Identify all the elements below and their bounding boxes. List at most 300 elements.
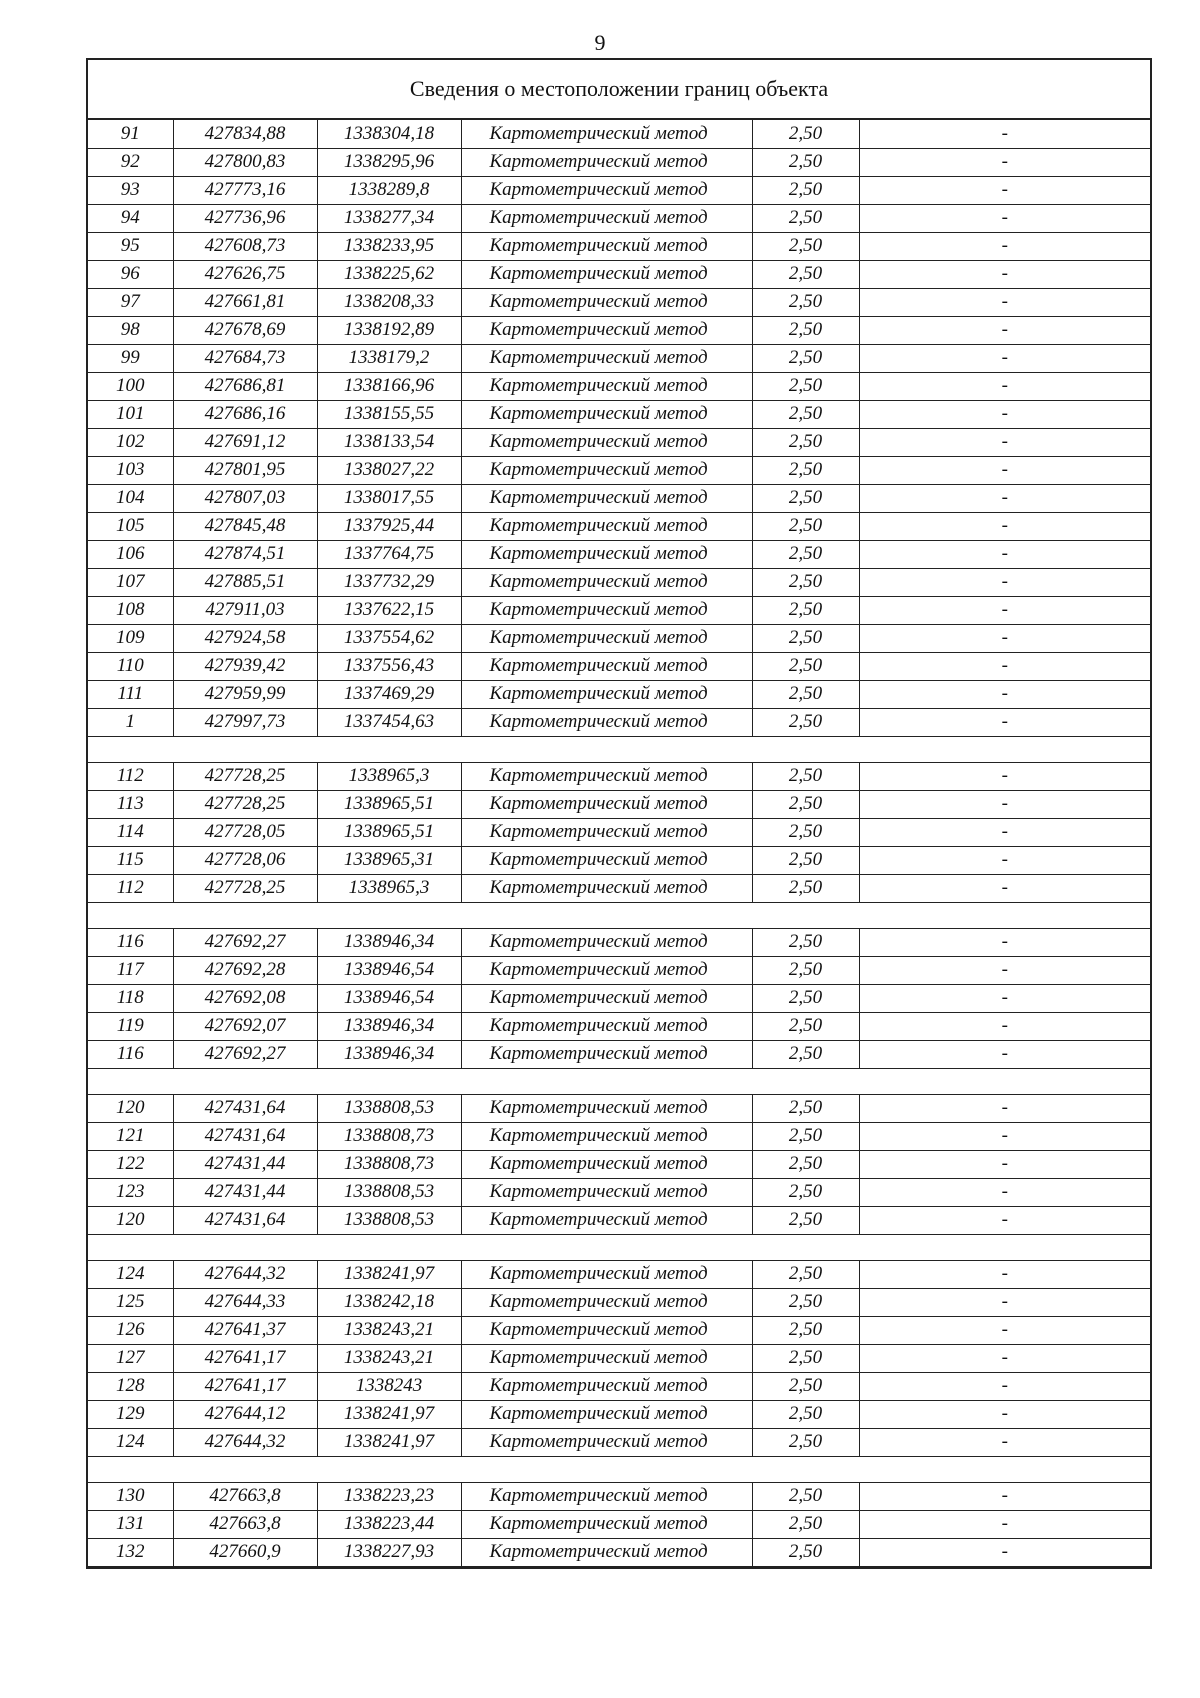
accuracy-cell: 2,50 [752, 846, 859, 874]
note-cell: - [859, 984, 1150, 1012]
x-coordinate-cell: 427641,17 [173, 1372, 317, 1400]
table-row [88, 1150, 1150, 1178]
accuracy-cell: 2,50 [752, 956, 859, 984]
accuracy-cell: 2,50 [752, 596, 859, 624]
note-cell: - [859, 1012, 1150, 1040]
note-cell: - [859, 372, 1150, 400]
accuracy-cell: 2,50 [752, 148, 859, 176]
separator-cell [88, 1068, 1150, 1094]
point-number-cell: 98 [88, 316, 173, 344]
point-number-cell: 105 [88, 512, 173, 540]
point-number-cell: 102 [88, 428, 173, 456]
y-coordinate-cell: 1338295,96 [317, 148, 461, 176]
x-coordinate-cell: 427885,51 [173, 568, 317, 596]
accuracy-cell: 2,50 [752, 680, 859, 708]
table-row [88, 148, 1150, 176]
accuracy-cell: 2,50 [752, 484, 859, 512]
method-cell: Картометрический метод [461, 1372, 752, 1400]
y-coordinate-cell: 1338808,73 [317, 1150, 461, 1178]
point-number-cell: 131 [88, 1510, 173, 1538]
separator-cell [88, 1456, 1150, 1482]
separator-cell [88, 1234, 1150, 1260]
y-coordinate-cell: 1337764,75 [317, 540, 461, 568]
note-cell: - [859, 1372, 1150, 1400]
x-coordinate-cell: 427626,75 [173, 260, 317, 288]
x-coordinate-cell: 427661,81 [173, 288, 317, 316]
method-cell: Картометрический метод [461, 1344, 752, 1372]
accuracy-cell: 2,50 [752, 204, 859, 232]
accuracy-cell: 2,50 [752, 1150, 859, 1178]
y-coordinate-cell: 1338243,21 [317, 1344, 461, 1372]
point-number-cell: 123 [88, 1178, 173, 1206]
accuracy-cell: 2,50 [752, 1538, 859, 1566]
y-coordinate-cell: 1337469,29 [317, 680, 461, 708]
table-row [88, 1316, 1150, 1344]
point-number-cell: 116 [88, 928, 173, 956]
y-coordinate-cell: 1338808,53 [317, 1206, 461, 1234]
point-number-cell: 101 [88, 400, 173, 428]
table-row [88, 204, 1150, 232]
note-cell: - [859, 1206, 1150, 1234]
accuracy-cell: 2,50 [752, 428, 859, 456]
method-cell: Картометрический метод [461, 372, 752, 400]
x-coordinate-cell: 427644,32 [173, 1428, 317, 1456]
point-number-cell: 120 [88, 1094, 173, 1122]
method-cell: Картометрический метод [461, 260, 752, 288]
method-cell: Картометрический метод [461, 652, 752, 680]
x-coordinate-cell: 427874,51 [173, 540, 317, 568]
note-cell: - [859, 1538, 1150, 1566]
y-coordinate-cell: 1338808,53 [317, 1178, 461, 1206]
method-cell: Картометрический метод [461, 1316, 752, 1344]
accuracy-cell: 2,50 [752, 1482, 859, 1510]
x-coordinate-cell: 427692,27 [173, 1040, 317, 1068]
point-number-cell: 124 [88, 1260, 173, 1288]
method-cell: Картометрический метод [461, 540, 752, 568]
y-coordinate-cell: 1338166,96 [317, 372, 461, 400]
point-number-cell: 130 [88, 1482, 173, 1510]
method-cell: Картометрический метод [461, 790, 752, 818]
note-cell: - [859, 596, 1150, 624]
y-coordinate-cell: 1338965,51 [317, 818, 461, 846]
x-coordinate-cell: 427807,03 [173, 484, 317, 512]
note-cell: - [859, 762, 1150, 790]
note-cell: - [859, 120, 1150, 148]
separator-cell [88, 902, 1150, 928]
table-row [88, 1206, 1150, 1234]
x-coordinate-cell: 427845,48 [173, 512, 317, 540]
table-row [88, 1400, 1150, 1428]
table-row [88, 1428, 1150, 1456]
accuracy-cell: 2,50 [752, 1316, 859, 1344]
method-cell: Картометрический метод [461, 928, 752, 956]
y-coordinate-cell: 1338223,44 [317, 1510, 461, 1538]
table-row [88, 540, 1150, 568]
x-coordinate-cell: 427939,42 [173, 652, 317, 680]
table-row [88, 344, 1150, 372]
y-coordinate-cell: 1338946,54 [317, 984, 461, 1012]
separator-cell [88, 736, 1150, 762]
y-coordinate-cell: 1338155,55 [317, 400, 461, 428]
table-row-separator [88, 736, 1150, 762]
point-number-cell: 99 [88, 344, 173, 372]
note-cell: - [859, 232, 1150, 260]
y-coordinate-cell: 1337925,44 [317, 512, 461, 540]
method-cell: Картометрический метод [461, 400, 752, 428]
x-coordinate-cell: 427997,73 [173, 708, 317, 736]
note-cell: - [859, 484, 1150, 512]
accuracy-cell: 2,50 [752, 1122, 859, 1150]
y-coordinate-cell: 1338241,97 [317, 1260, 461, 1288]
accuracy-cell: 2,50 [752, 818, 859, 846]
method-cell: Картометрический метод [461, 176, 752, 204]
note-cell: - [859, 260, 1150, 288]
method-cell: Картометрический метод [461, 1400, 752, 1428]
note-cell: - [859, 1400, 1150, 1428]
accuracy-cell: 2,50 [752, 790, 859, 818]
x-coordinate-cell: 427834,88 [173, 120, 317, 148]
table-row [88, 596, 1150, 624]
accuracy-cell: 2,50 [752, 1510, 859, 1538]
method-cell: Картометрический метод [461, 762, 752, 790]
y-coordinate-cell: 1338243,21 [317, 1316, 461, 1344]
note-cell: - [859, 1428, 1150, 1456]
method-cell: Картометрический метод [461, 846, 752, 874]
accuracy-cell: 2,50 [752, 624, 859, 652]
table-row [88, 984, 1150, 1012]
x-coordinate-cell: 427644,12 [173, 1400, 317, 1428]
y-coordinate-cell: 1338289,8 [317, 176, 461, 204]
method-cell: Картометрический метод [461, 956, 752, 984]
accuracy-cell: 2,50 [752, 288, 859, 316]
note-cell: - [859, 818, 1150, 846]
point-number-cell: 107 [88, 568, 173, 596]
method-cell: Картометрический метод [461, 1482, 752, 1510]
method-cell: Картометрический метод [461, 680, 752, 708]
y-coordinate-cell: 1338223,23 [317, 1482, 461, 1510]
table-row [88, 1040, 1150, 1068]
table-row [88, 316, 1150, 344]
accuracy-cell: 2,50 [752, 260, 859, 288]
accuracy-cell: 2,50 [752, 568, 859, 596]
table-row-separator [88, 1456, 1150, 1482]
point-number-cell: 96 [88, 260, 173, 288]
note-cell: - [859, 568, 1150, 596]
x-coordinate-cell: 427773,16 [173, 176, 317, 204]
table-row [88, 1510, 1150, 1538]
method-cell: Картометрический метод [461, 624, 752, 652]
point-number-cell: 128 [88, 1372, 173, 1400]
note-cell: - [859, 874, 1150, 902]
note-cell: - [859, 928, 1150, 956]
note-cell: - [859, 176, 1150, 204]
accuracy-cell: 2,50 [752, 400, 859, 428]
table-row-separator [88, 902, 1150, 928]
point-number-cell: 121 [88, 1122, 173, 1150]
table-row [88, 1372, 1150, 1400]
method-cell: Картометрический метод [461, 1094, 752, 1122]
accuracy-cell: 2,50 [752, 1178, 859, 1206]
x-coordinate-cell: 427692,28 [173, 956, 317, 984]
table-row [88, 512, 1150, 540]
y-coordinate-cell: 1338808,73 [317, 1122, 461, 1150]
note-cell: - [859, 1122, 1150, 1150]
x-coordinate-cell: 427684,73 [173, 344, 317, 372]
point-number-cell: 112 [88, 874, 173, 902]
x-coordinate-cell: 427663,8 [173, 1482, 317, 1510]
y-coordinate-cell: 1338277,34 [317, 204, 461, 232]
y-coordinate-cell: 1338233,95 [317, 232, 461, 260]
y-coordinate-cell: 1338241,97 [317, 1428, 461, 1456]
method-cell: Картометрический метод [461, 1012, 752, 1040]
table-row [88, 1288, 1150, 1316]
table-row [88, 652, 1150, 680]
y-coordinate-cell: 1338965,31 [317, 846, 461, 874]
method-cell: Картометрический метод [461, 484, 752, 512]
y-coordinate-cell: 1338017,55 [317, 484, 461, 512]
point-number-cell: 117 [88, 956, 173, 984]
accuracy-cell: 2,50 [752, 1012, 859, 1040]
method-cell: Картометрический метод [461, 1538, 752, 1566]
y-coordinate-cell: 1338208,33 [317, 288, 461, 316]
y-coordinate-cell: 1337622,15 [317, 596, 461, 624]
method-cell: Картометрический метод [461, 1260, 752, 1288]
accuracy-cell: 2,50 [752, 708, 859, 736]
point-number-cell: 111 [88, 680, 173, 708]
x-coordinate-cell: 427431,64 [173, 1206, 317, 1234]
note-cell: - [859, 1344, 1150, 1372]
method-cell: Картометрический метод [461, 120, 752, 148]
point-number-cell: 108 [88, 596, 173, 624]
point-number-cell: 100 [88, 372, 173, 400]
y-coordinate-cell: 1337556,43 [317, 652, 461, 680]
table-row-separator [88, 1234, 1150, 1260]
table-row [88, 1178, 1150, 1206]
point-number-cell: 125 [88, 1288, 173, 1316]
y-coordinate-cell: 1338946,34 [317, 1040, 461, 1068]
accuracy-cell: 2,50 [752, 1288, 859, 1316]
point-number-cell: 127 [88, 1344, 173, 1372]
point-number-cell: 104 [88, 484, 173, 512]
point-number-cell: 113 [88, 790, 173, 818]
y-coordinate-cell: 1337554,62 [317, 624, 461, 652]
accuracy-cell: 2,50 [752, 1260, 859, 1288]
x-coordinate-cell: 427692,07 [173, 1012, 317, 1040]
accuracy-cell: 2,50 [752, 1428, 859, 1456]
x-coordinate-cell: 427736,96 [173, 204, 317, 232]
y-coordinate-cell: 1338946,34 [317, 928, 461, 956]
method-cell: Картометрический метод [461, 1150, 752, 1178]
note-cell: - [859, 316, 1150, 344]
accuracy-cell: 2,50 [752, 928, 859, 956]
note-cell: - [859, 1094, 1150, 1122]
accuracy-cell: 2,50 [752, 874, 859, 902]
table-row [88, 456, 1150, 484]
table-row [88, 846, 1150, 874]
note-cell: - [859, 512, 1150, 540]
y-coordinate-cell: 1338946,34 [317, 1012, 461, 1040]
accuracy-cell: 2,50 [752, 176, 859, 204]
y-coordinate-cell: 1338946,54 [317, 956, 461, 984]
point-number-cell: 93 [88, 176, 173, 204]
x-coordinate-cell: 427801,95 [173, 456, 317, 484]
y-coordinate-cell: 1338225,62 [317, 260, 461, 288]
method-cell: Картометрический метод [461, 568, 752, 596]
accuracy-cell: 2,50 [752, 512, 859, 540]
method-cell: Картометрический метод [461, 1428, 752, 1456]
note-cell: - [859, 1288, 1150, 1316]
method-cell: Картометрический метод [461, 288, 752, 316]
point-number-cell: 118 [88, 984, 173, 1012]
x-coordinate-cell: 427644,33 [173, 1288, 317, 1316]
y-coordinate-cell: 1337454,63 [317, 708, 461, 736]
x-coordinate-cell: 427911,03 [173, 596, 317, 624]
x-coordinate-cell: 427663,8 [173, 1510, 317, 1538]
x-coordinate-cell: 427728,05 [173, 818, 317, 846]
point-number-cell: 122 [88, 1150, 173, 1178]
y-coordinate-cell: 1338027,22 [317, 456, 461, 484]
y-coordinate-cell: 1338965,3 [317, 874, 461, 902]
table-row [88, 288, 1150, 316]
table-row [88, 260, 1150, 288]
y-coordinate-cell: 1338192,89 [317, 316, 461, 344]
table-row [88, 428, 1150, 456]
accuracy-cell: 2,50 [752, 762, 859, 790]
note-cell: - [859, 428, 1150, 456]
point-number-cell: 120 [88, 1206, 173, 1234]
point-number-cell: 124 [88, 1428, 173, 1456]
method-cell: Картометрический метод [461, 984, 752, 1012]
x-coordinate-cell: 427692,27 [173, 928, 317, 956]
point-number-cell: 92 [88, 148, 173, 176]
table-row [88, 1012, 1150, 1040]
x-coordinate-cell: 427686,81 [173, 372, 317, 400]
accuracy-cell: 2,50 [752, 540, 859, 568]
point-number-cell: 116 [88, 1040, 173, 1068]
accuracy-cell: 2,50 [752, 456, 859, 484]
accuracy-cell: 2,50 [752, 1094, 859, 1122]
x-coordinate-cell: 427431,64 [173, 1094, 317, 1122]
note-cell: - [859, 846, 1150, 874]
method-cell: Картометрический метод [461, 1288, 752, 1316]
y-coordinate-cell: 1338133,54 [317, 428, 461, 456]
accuracy-cell: 2,50 [752, 232, 859, 260]
point-number-cell: 106 [88, 540, 173, 568]
note-cell: - [859, 540, 1150, 568]
x-coordinate-cell: 427678,69 [173, 316, 317, 344]
y-coordinate-cell: 1338965,3 [317, 762, 461, 790]
table-row-separator [88, 1068, 1150, 1094]
note-cell: - [859, 1510, 1150, 1538]
point-number-cell: 91 [88, 120, 173, 148]
method-cell: Картометрический метод [461, 818, 752, 846]
table-row [88, 568, 1150, 596]
note-cell: - [859, 1482, 1150, 1510]
accuracy-cell: 2,50 [752, 344, 859, 372]
method-cell: Картометрический метод [461, 874, 752, 902]
x-coordinate-cell: 427431,44 [173, 1150, 317, 1178]
accuracy-cell: 2,50 [752, 984, 859, 1012]
table-row [88, 928, 1150, 956]
method-cell: Картометрический метод [461, 1178, 752, 1206]
note-cell: - [859, 1260, 1150, 1288]
table-row [88, 874, 1150, 902]
method-cell: Картометрический метод [461, 456, 752, 484]
accuracy-cell: 2,50 [752, 652, 859, 680]
table-row [88, 484, 1150, 512]
method-cell: Картометрический метод [461, 512, 752, 540]
x-coordinate-cell: 427728,25 [173, 874, 317, 902]
x-coordinate-cell: 427959,99 [173, 680, 317, 708]
note-cell: - [859, 956, 1150, 984]
accuracy-cell: 2,50 [752, 372, 859, 400]
x-coordinate-cell: 427608,73 [173, 232, 317, 260]
y-coordinate-cell: 1338241,97 [317, 1400, 461, 1428]
point-number-cell: 97 [88, 288, 173, 316]
table-row [88, 176, 1150, 204]
y-coordinate-cell: 1338965,51 [317, 790, 461, 818]
method-cell: Картометрический метод [461, 232, 752, 260]
page-number: 9 [594, 30, 606, 55]
point-number-cell: 129 [88, 1400, 173, 1428]
y-coordinate-cell: 1338179,2 [317, 344, 461, 372]
method-cell: Картометрический метод [461, 596, 752, 624]
y-coordinate-cell: 1337732,29 [317, 568, 461, 596]
accuracy-cell: 2,50 [752, 120, 859, 148]
method-cell: Картометрический метод [461, 1206, 752, 1234]
accuracy-cell: 2,50 [752, 1400, 859, 1428]
table-row [88, 1122, 1150, 1150]
x-coordinate-cell: 427924,58 [173, 624, 317, 652]
boundary-table-container [86, 58, 1152, 1569]
table-row [88, 762, 1150, 790]
note-cell: - [859, 456, 1150, 484]
note-cell: - [859, 708, 1150, 736]
method-cell: Картометрический метод [461, 1040, 752, 1068]
y-coordinate-cell: 1338227,93 [317, 1538, 461, 1566]
note-cell: - [859, 652, 1150, 680]
table-row [88, 956, 1150, 984]
x-coordinate-cell: 427728,06 [173, 846, 317, 874]
y-coordinate-cell: 1338243 [317, 1372, 461, 1400]
note-cell: - [859, 288, 1150, 316]
x-coordinate-cell: 427644,32 [173, 1260, 317, 1288]
note-cell: - [859, 204, 1150, 232]
table-row [88, 680, 1150, 708]
point-number-cell: 95 [88, 232, 173, 260]
method-cell: Картометрический метод [461, 204, 752, 232]
table-row [88, 1094, 1150, 1122]
table-row [88, 372, 1150, 400]
note-cell: - [859, 344, 1150, 372]
table-row [88, 1344, 1150, 1372]
table-row [88, 790, 1150, 818]
x-coordinate-cell: 427728,25 [173, 790, 317, 818]
note-cell: - [859, 148, 1150, 176]
accuracy-cell: 2,50 [752, 1040, 859, 1068]
point-number-cell: 115 [88, 846, 173, 874]
method-cell: Картометрический метод [461, 708, 752, 736]
table-row [88, 708, 1150, 736]
note-cell: - [859, 680, 1150, 708]
note-cell: - [859, 1150, 1150, 1178]
x-coordinate-cell: 427728,25 [173, 762, 317, 790]
point-number-cell: 94 [88, 204, 173, 232]
note-cell: - [859, 790, 1150, 818]
x-coordinate-cell: 427686,16 [173, 400, 317, 428]
accuracy-cell: 2,50 [752, 316, 859, 344]
note-cell: - [859, 1178, 1150, 1206]
